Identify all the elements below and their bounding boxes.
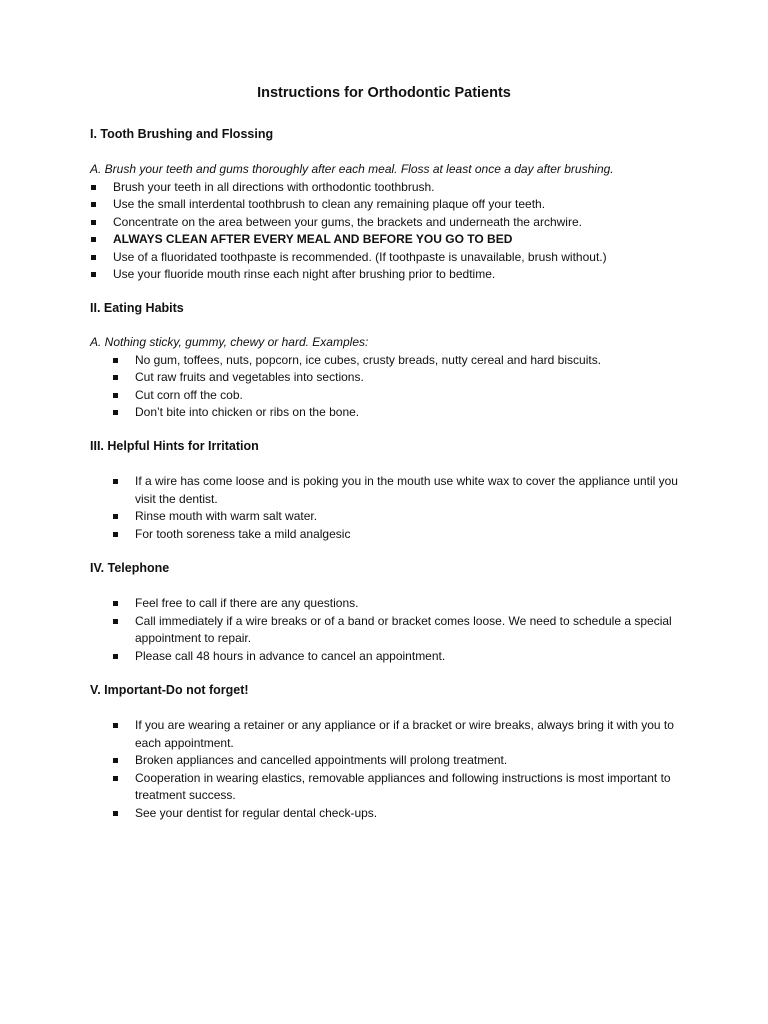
section-heading: III. Helpful Hints for Irritation <box>90 439 259 453</box>
bullet-icon <box>113 811 118 816</box>
list-item-text: Cut corn off the cob. <box>135 387 243 402</box>
list-item <box>90 369 700 387</box>
bullet-icon <box>91 202 96 207</box>
list-item <box>90 717 700 752</box>
list-item <box>90 352 700 370</box>
bullet-icon <box>113 532 118 537</box>
bullet-list <box>90 473 700 543</box>
list-item-text: Cut raw fruits and vegetables into sections. <box>135 370 364 384</box>
list-item <box>90 473 700 508</box>
bullet-icon <box>113 654 118 659</box>
list-item <box>90 214 700 232</box>
bullet-icon <box>113 776 118 781</box>
bullet-icon <box>113 479 118 484</box>
section-important <box>90 682 700 822</box>
bullet-icon <box>91 272 96 277</box>
list-item-text: Feel free to call if there are any questions. <box>135 596 359 610</box>
list-item <box>90 805 700 823</box>
section-intro: A. Nothing sticky, gummy, chewy or hard. Examples: <box>90 335 369 349</box>
list-item-text: If you are wearing a retainer or any appliance or if a bracket or wire breaks, always bring it with you to each appointment. <box>135 718 674 750</box>
list-item <box>90 266 700 284</box>
bullet-icon <box>91 185 96 190</box>
list-item <box>90 613 700 648</box>
list-item-text: Brush your teeth in all directions with orthodontic toothbrush. <box>113 179 435 194</box>
bullet-icon <box>113 410 118 415</box>
list-item <box>90 648 700 666</box>
section-heading: II. Eating Habits <box>90 301 184 315</box>
list-item <box>90 231 700 249</box>
section-heading: IV. Telephone <box>90 561 170 575</box>
bullet-list <box>90 352 700 422</box>
section-irritation <box>90 438 700 543</box>
list-item <box>90 770 700 805</box>
list-item <box>90 508 700 526</box>
bullet-list <box>90 595 700 665</box>
list-item-text: Use the small interdental toothbrush to clean any remaining plaque off your teeth. <box>113 197 546 211</box>
list-item-text: Broken appliances and cancelled appointments will prolong treatment. <box>135 753 508 767</box>
list-item <box>90 179 700 197</box>
section-heading: V. Important-Do not forget! <box>90 683 249 697</box>
list-item <box>90 404 700 422</box>
bullet-list <box>90 179 700 284</box>
section-heading: I. Tooth Brushing and Flossing <box>90 127 274 141</box>
list-item-text: Don’t bite into chicken or ribs on the bone. <box>135 405 360 419</box>
section-eating-habits <box>90 300 700 422</box>
list-item <box>90 526 700 544</box>
bullet-icon <box>113 619 118 624</box>
bullet-icon <box>113 358 118 363</box>
list-item-text: For tooth soreness take a mild analgesic <box>135 526 351 541</box>
list-item <box>90 595 700 613</box>
list-item-text: Concentrate on the area between your gums, the brackets and underneath the archwire. <box>113 214 582 229</box>
bullet-icon <box>91 220 96 225</box>
section-telephone <box>90 560 700 665</box>
list-item-text: No gum, toffees, nuts, popcorn, ice cubes, crusty breads, nutty cereal and hard biscuits. <box>135 352 602 367</box>
bullet-icon <box>113 758 118 763</box>
bullet-icon <box>113 375 118 380</box>
bullet-list <box>90 717 700 822</box>
bullet-icon <box>113 601 118 606</box>
list-item <box>90 249 700 267</box>
bullet-icon <box>113 514 118 519</box>
bullet-icon <box>91 237 96 242</box>
list-item-text: Please call 48 hours in advance to cancel an appointment. <box>135 648 446 663</box>
bullet-icon <box>91 255 96 260</box>
bullet-icon <box>113 393 118 398</box>
section-tooth-brushing <box>90 126 700 284</box>
bullet-icon <box>113 723 118 728</box>
list-item-text: See your dentist for regular dental check-ups. <box>135 805 378 820</box>
list-item-text: Call immediately if a wire breaks or of a band or bracket comes loose. We need to schedule a special appointment to repair. <box>135 613 672 645</box>
list-item-text: ALWAYS CLEAN AFTER EVERY MEAL AND BEFORE YOU GO TO BED <box>113 232 513 246</box>
list-item-text: Use of a fluoridated toothpaste is recommended. (If toothpaste is unavailable, brush without.) <box>113 249 607 264</box>
list-item <box>90 387 700 405</box>
list-item <box>90 196 700 214</box>
list-item-text: Cooperation in wearing elastics, removable appliances and following instructions is most important to treatment success. <box>135 770 671 802</box>
list-item-text: Rinse mouth with warm salt water. <box>135 509 318 523</box>
section-intro: A. Brush your teeth and gums thoroughly after each meal. Floss at least once a day after brushing. <box>90 162 614 176</box>
document-title: Instructions for Orthodontic Patients <box>257 85 511 101</box>
list-item-text: If a wire has come loose and is poking you in the mouth use white wax to cover the appliance until you visit the dentist. <box>135 474 678 506</box>
list-item <box>90 752 700 770</box>
list-item-text: Use your fluoride mouth rinse each night after brushing prior to bedtime. <box>113 267 496 281</box>
